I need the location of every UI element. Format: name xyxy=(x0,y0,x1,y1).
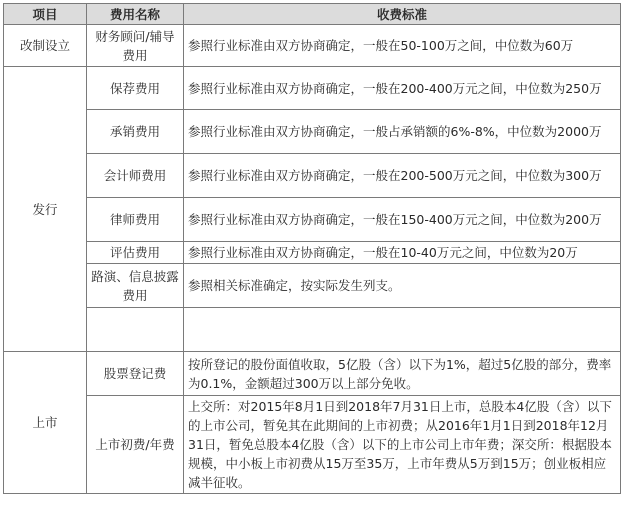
fee-standard: 参照行业标准由双方协商确定，一般在200-500万元之间，中位数为300万 xyxy=(184,154,621,198)
table-row xyxy=(4,154,621,198)
fee-table xyxy=(3,3,621,494)
fee-standard: 上交所：对2015年8月1日到2018年7月31日上市，总股本4亿股（含）以下的上市公司，暂免其在此期间的上市初费；从2016年1月1日到2018年12月31日，暂免总股本4亿股（含）以下的上市公司上市年费；深交所：根据股本规模，中小板上市初费从15万至35万，上市年费从5万到15万；创业板相应减半征收。 xyxy=(184,396,621,494)
fee-name: 会计师费用 xyxy=(87,154,184,198)
table-row xyxy=(4,396,621,494)
fee-standard: 按所登记的股份面值收取，5亿股（含）以下为1%，超过5亿股的部分，费率为0.1%，金额超过300万以上部分免收。 xyxy=(184,352,621,396)
fee-standard: 参照行业标准由双方协商确定，一般占承销额的6%-8%，中位数为2000万 xyxy=(184,110,621,154)
group-label-restructure: 改制设立 xyxy=(4,25,87,67)
table-row xyxy=(4,25,621,67)
header-fee-name: 费用名称 xyxy=(87,4,184,25)
table-row xyxy=(4,308,621,352)
fee-name: 评估费用 xyxy=(87,242,184,264)
group-label-listing: 上市 xyxy=(4,352,87,494)
group-label-issuance: 发行 xyxy=(4,67,87,352)
header-fee-standard: 收费标准 xyxy=(184,4,621,25)
table-row xyxy=(4,110,621,154)
fee-standard xyxy=(184,308,621,352)
header-item: 项目 xyxy=(4,4,87,25)
fee-name xyxy=(87,308,184,352)
fee-standard: 参照行业标准由双方协商确定，一般在200-400万元之间，中位数为250万 xyxy=(184,67,621,110)
table-row xyxy=(4,67,621,110)
table-row xyxy=(4,352,621,396)
fee-name: 承销费用 xyxy=(87,110,184,154)
table-row xyxy=(4,264,621,308)
table-row xyxy=(4,198,621,242)
fee-standard: 参照相关标准确定，按实际发生列支。 xyxy=(184,264,621,308)
fee-name: 律师费用 xyxy=(87,198,184,242)
fee-standard: 参照行业标准由双方协商确定，一般在50-100万之间，中位数为60万 xyxy=(184,25,621,67)
fee-name: 路演、信息披露费用 xyxy=(87,264,184,308)
fee-standard: 参照行业标准由双方协商确定，一般在10-40万元之间，中位数为20万 xyxy=(184,242,621,264)
table-row xyxy=(4,242,621,264)
fee-name: 股票登记费 xyxy=(87,352,184,396)
fee-name: 上市初费/年费 xyxy=(87,396,184,494)
header-row xyxy=(4,4,621,25)
fee-name: 财务顾问/辅导费用 xyxy=(87,25,184,67)
fee-standard: 参照行业标准由双方协商确定，一般在150-400万元之间，中位数为200万 xyxy=(184,198,621,242)
fee-name: 保荐费用 xyxy=(87,67,184,110)
